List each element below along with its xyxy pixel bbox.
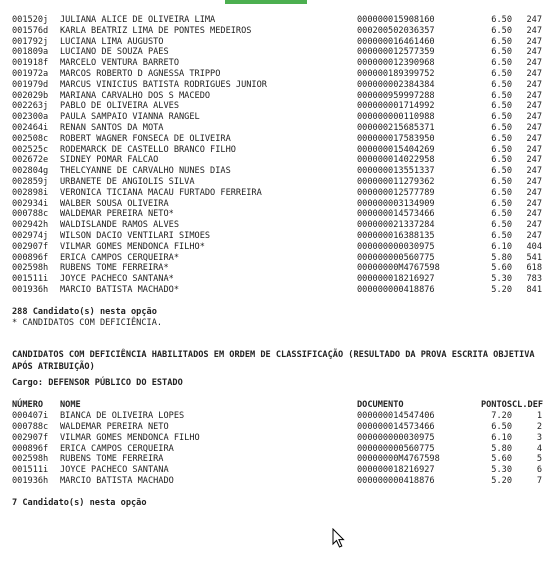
header-pontos: PONTOS [480,400,512,411]
candidate-number: 001936h [12,284,49,295]
candidate-name: JULIANA ALICE DE OLIVEIRA LIMA [60,15,216,25]
candidate-points: 5.30 [491,274,512,285]
candidate-points: 6.50 [491,15,512,25]
deficiency-note: * CANDIDATOS COM DEFICIÊNCIA. [12,317,163,328]
candidate-classification: 247 [526,166,542,177]
candidate-name: MARCOS ROBERTO D AGNESSA TRIPPO [60,68,221,79]
candidate-document: 000000000560775 [357,252,435,263]
candidate-number: 002942h [12,220,49,231]
candidate-points: 6.50 [491,25,512,36]
candidate-document: 000000002384384 [357,79,435,90]
candidate-document: 000000000418876 [357,475,435,486]
candidate-document: 000000014573466 [357,209,435,220]
candidate-points: 6.50 [491,176,512,187]
candidate-document: 000000189399752 [357,68,435,79]
table-row [12,465,544,476]
candidate-cl-def: 6 [536,465,542,476]
table-row [12,112,544,123]
candidate-points: 6.50 [491,230,512,241]
candidate-name: JOYCE PACHECO SANTANA* [60,274,174,285]
candidate-number: 002300a [12,112,49,123]
candidate-document: 000000015908160 [357,15,435,25]
table-row [12,476,544,487]
table-row [12,231,544,242]
candidate-document: 000000011279362 [357,176,435,187]
candidate-name: VERONICA TICIANA MACAU FURTADO FERREIRA [60,187,262,198]
candidate-cl-def: 4 [536,443,542,454]
table-row [12,220,544,231]
candidate-points: 6.50 [491,166,512,177]
candidate-name: KARLA BEATRIZ LIMA DE PONTES MEDEIROS [60,25,252,36]
candidate-points: 5.20 [491,284,512,295]
header-cl-def: CL.DEF [512,400,544,411]
candidate-cl-def: 2 [536,421,542,432]
candidate-number: 000896f [12,443,49,454]
table-row [12,155,544,166]
candidate-points: 6.50 [491,36,512,47]
table-row [12,134,544,145]
candidate-number: 002263j [12,101,49,112]
candidate-cl-def: 3 [536,432,542,443]
candidate-document: 000000014022958 [357,155,435,166]
candidate-classification: 404 [526,241,542,252]
candidate-points: 6.50 [491,198,512,209]
candidate-number: 002672e [12,155,49,166]
candidate-name: WALBER SOUSA OLIVEIRA [60,198,169,209]
table-row [12,69,544,80]
candidate-name: WALDISLANDE RAMOS ALVES [60,220,179,231]
table-row [12,411,544,422]
candidate-name: WALDEMAR PEREIRA NETO [60,421,169,432]
candidate-points: 6.50 [491,220,512,231]
candidate-points: 6.50 [491,112,512,123]
candidate-count: 288 Candidato(s) nesta opção [12,306,157,317]
candidate-name: JOYCE PACHECO SANTANA [60,465,169,476]
candidate-classification: 247 [526,155,542,166]
candidate-number: 002598h [12,263,49,274]
candidate-number: 001511i [12,274,49,285]
candidate-name: MARCELO VENTURA BARRETO [60,58,179,69]
candidate-classification: 247 [526,58,542,69]
cargo-label: Cargo: DEFENSOR PÚBLICO DO ESTADO [12,378,183,389]
candidate-points: 6.50 [491,101,512,112]
table-row [12,199,544,210]
candidate-points: 5.80 [491,252,512,263]
candidate-name: PAULA SAMPAIO VIANNA RANGEL [60,112,200,123]
candidate-name: BIANCA DE OLIVEIRA LOPES [60,411,185,422]
candidate-classification: 247 [526,36,542,47]
candidate-document: 000000014547406 [357,411,435,422]
candidate-number: 001918f [12,58,49,69]
candidate-classification: 247 [526,25,542,36]
candidate-points: 6.50 [491,79,512,90]
table-row [12,274,544,285]
candidate-classification: 247 [526,209,542,220]
table-row [12,422,544,433]
table-row [12,177,544,188]
candidate-cl-def: 5 [536,454,542,465]
candidate-document: 000000959997288 [357,90,435,101]
candidate-classification: 841 [526,284,542,295]
candidate-name: MARIANA CARVALHO DOS S MACEDO [60,90,211,101]
candidate-points: 6.50 [491,90,512,101]
table-row [12,101,544,112]
candidate-document: 000000018216927 [357,274,435,285]
candidate-number: 000788c [12,209,49,220]
table-row [12,26,544,37]
candidate-document: 000000018216927 [357,465,435,476]
candidate-points: 6.50 [491,155,512,166]
candidate-document: 000200502036357 [357,25,435,36]
header-nome: NOME [60,400,81,411]
table-row [12,209,544,220]
candidate-document: 000000012577789 [357,187,435,198]
candidate-points: 6.50 [491,209,512,220]
candidate-number: 000896f [12,252,49,263]
candidate-document: 000000001714992 [357,101,435,112]
candidate-name: SIDNEY POMAR FALCAO [60,155,159,166]
candidate-name: PABLO DE OLIVEIRA ALVES [60,101,179,112]
candidate-name: VILMAR GOMES MENDONCA FILHO* [60,241,205,252]
candidate-name: ERICA CAMPOS CERQUEIRA* [60,252,179,263]
candidate-points: 5.60 [491,454,512,465]
candidate-document: 000000000418876 [357,284,435,295]
candidate-classification: 247 [526,187,542,198]
candidate-number: 001576d [12,25,49,36]
table-row [12,80,544,91]
candidate-number: 002598h [12,454,49,465]
candidate-document: 00000000M4767598 [357,263,440,274]
table-row [12,444,544,455]
candidate-number: 001972a [12,68,49,79]
candidate-name: MARCIO BATISTA MACHADO [60,475,174,486]
table-row [12,242,544,253]
candidate-document: 000000015404269 [357,144,435,155]
candidate-number: 002974j [12,230,49,241]
candidate-classification: 247 [526,144,542,155]
candidate-points: 5.30 [491,465,512,476]
candidate-cl-def: 1 [536,411,542,422]
candidate-name: VILMAR GOMES MENDONCA FILHO [60,432,200,443]
results-document [12,15,544,508]
candidate-classification: 247 [526,122,542,133]
candidate-points: 6.50 [491,421,512,432]
candidate-name: RUBENS TOME FERREIRA [60,454,164,465]
table-row [12,166,544,177]
candidate-document: 000000014573466 [357,421,435,432]
candidate-name: LUCIANO DE SOUZA PAES [60,47,169,58]
candidate-number: 002029b [12,90,49,101]
candidate-number: 002907f [12,432,49,443]
table-row [12,188,544,199]
table-row [12,15,544,26]
candidate-number: 001511i [12,465,49,476]
table-row [12,285,544,296]
candidate-document: 000000021337284 [357,220,435,231]
candidate-classification: 618 [526,263,542,274]
candidate-name: URBANETE DE ANGIOLIS SILVA [60,176,195,187]
candidate-name: MARCIO BATISTA MACHADO* [60,284,179,295]
candidate-classification: 247 [526,68,542,79]
candidate-name: LUCIANA LIMA AUGUSTO [60,36,164,47]
candidate-document: 00000000M4767598 [357,454,440,465]
candidate-classification: 247 [526,220,542,231]
table-row [12,253,544,264]
deficiency-candidate-list [12,411,544,487]
candidate-document: 000000016388135 [357,230,435,241]
candidate-name: MARCUS VINICIUS BATISTA RODRIGUES JUNIOR [60,79,267,90]
candidate-name: RENAN SANTOS DA MOTA [60,122,164,133]
candidate-classification: 247 [526,198,542,209]
candidate-classification: 247 [526,176,542,187]
candidate-list [12,15,544,296]
candidate-number: 001979d [12,79,49,90]
candidate-name: ROBERT WAGNER FONSECA DE OLIVEIRA [60,133,231,144]
candidate-document: 000000000560775 [357,443,435,454]
candidate-document: 000000012577359 [357,47,435,58]
table-row [12,123,544,134]
candidate-points: 6.50 [491,187,512,198]
candidate-points: 6.50 [491,58,512,69]
candidate-points: 7.20 [491,411,512,422]
section-title: CANDIDATOS COM DEFICIÊNCIA HABILITADOS EM ORDEM DE CLASSIFICAÇÃO (RESULTADO DA PROVA ESCRITA OBJETIVA APÓS ATRIBUIÇÃO) [12,350,535,373]
candidate-name: WALDEMAR PEREIRA NETO* [60,209,174,220]
candidate-document: 000000000030975 [357,432,435,443]
candidate-number: 001809a [12,47,49,58]
candidate-number: 000788c [12,421,49,432]
candidate-classification: 247 [526,47,542,58]
table-row [12,454,544,465]
mouse-cursor-icon [332,528,346,550]
candidate-number: 001936h [12,475,49,486]
candidate-name: WILSON DACIO VENTILARI SIMOES [60,230,211,241]
candidate-document: 000000215685371 [357,122,435,133]
candidate-number: 002804g [12,166,49,177]
table-row [12,263,544,274]
candidate-points: 6.50 [491,122,512,133]
candidate-number: 002464i [12,122,49,133]
table-row [12,145,544,156]
candidate-points: 6.50 [491,144,512,155]
candidate-cl-def: 7 [536,475,542,486]
candidate-classification: 247 [526,90,542,101]
candidate-number: 002859j [12,176,49,187]
candidate-document: 000000013551337 [357,166,435,177]
candidate-points: 6.50 [491,68,512,79]
table-row [12,433,544,444]
table-row [12,58,544,69]
candidate-document: 000000000030975 [357,241,435,252]
candidate-number: 002934i [12,198,49,209]
candidate-document: 000000016461460 [357,36,435,47]
header-documento: DOCUMENTO [357,400,404,411]
candidate-document: 000000017583950 [357,133,435,144]
candidate-document: 000000012390968 [357,58,435,69]
candidate-name: ERICA CAMPOS CERQUEIRA [60,443,174,454]
candidate-number: 002907f [12,241,49,252]
candidate-points: 6.10 [491,432,512,443]
candidate-points: 5.60 [491,263,512,274]
candidate-name: RODEMARCK DE CASTELLO BRANCO FILHO [60,144,236,155]
candidate-number: 001520j [12,15,49,25]
table-row [12,37,544,48]
candidate-classification: 247 [526,133,542,144]
candidate-name: THELCYANNE DE CARVALHO NUNES DIAS [60,166,231,177]
deficiency-candidate-count: 7 Candidato(s) nesta opção [12,497,147,508]
table-header [12,400,544,411]
candidate-classification: 541 [526,252,542,263]
candidate-points: 6.50 [491,133,512,144]
candidate-number: 000407i [12,411,49,422]
candidate-number: 002898i [12,187,49,198]
candidate-document: 000000000110988 [357,112,435,123]
candidate-classification: 247 [526,79,542,90]
candidate-classification: 247 [526,230,542,241]
candidate-number: 001792j [12,36,49,47]
candidate-number: 002508c [12,133,49,144]
candidate-classification: 247 [526,101,542,112]
candidate-points: 6.50 [491,47,512,58]
candidate-number: 002525c [12,144,49,155]
table-row [12,91,544,102]
header-numero: NÚMERO [12,400,44,411]
candidate-classification: 247 [526,15,542,25]
table-row [12,47,544,58]
candidate-points: 5.80 [491,443,512,454]
candidate-document: 000000003134909 [357,198,435,209]
candidate-classification: 247 [526,112,542,123]
top-scroll-indicator [225,0,307,4]
candidate-name: RUBENS TOME FERREIRA* [60,263,169,274]
candidate-points: 5.20 [491,475,512,486]
candidate-points: 6.10 [491,241,512,252]
candidate-classification: 783 [526,274,542,285]
